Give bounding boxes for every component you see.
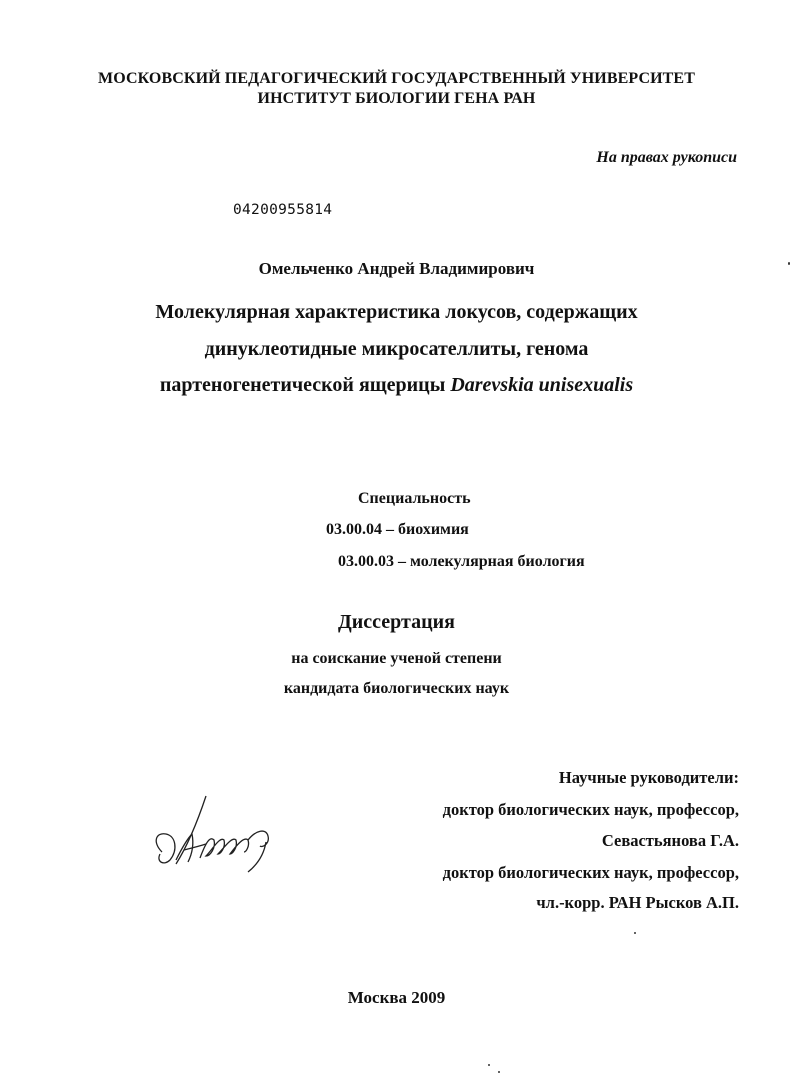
- supervisors-heading: Научные руководители:: [558, 768, 739, 787]
- handwritten-signature: [148, 790, 288, 882]
- institute-name: ИНСТИТУТ БИОЛОГИИ ГЕНА РАН: [257, 90, 536, 107]
- specialty-item-molecular-biology: 03.00.03 – молекулярная биология: [338, 553, 585, 570]
- supervisor-1-title: доктор биологических наук, профессор,: [442, 800, 739, 819]
- scan-speck: [788, 262, 790, 265]
- document-type: Диссертация: [338, 611, 455, 633]
- specialty-heading: Специальность: [358, 490, 471, 507]
- degree-line-1: на соискание ученой степени: [291, 650, 502, 667]
- supervisor-2-name: чл.-корр. РАН Рысков А.П.: [536, 893, 739, 912]
- title-line-1: Молекулярная характеристика локусов, содержащих: [155, 301, 638, 323]
- supervisor-2-title: доктор биологических наук, профессор,: [442, 863, 739, 882]
- scan-speck: [488, 1064, 490, 1066]
- title-line-3-prefix: партеногенетической ящерицы: [159, 374, 446, 396]
- species-name: Darevskia unisexualis: [450, 374, 634, 396]
- title-line-3: [0, 374, 793, 397]
- supervisor-1-name: Севастьянова Г.А.: [601, 831, 739, 850]
- city-and-year: Москва 2009: [347, 988, 446, 1007]
- manuscript-rights-note: На правах рукописи: [596, 149, 737, 166]
- degree-line-2: кандидата биологических наук: [283, 680, 510, 697]
- title-line-2: динуклеотидные микросателлиты, генома: [204, 338, 589, 360]
- specialty-item-biochemistry: 03.00.04 – биохимия: [326, 521, 469, 538]
- scan-speck: [634, 932, 636, 934]
- catalog-code: 04200955814: [233, 202, 333, 218]
- university-name: МОСКОВСКИЙ ПЕДАГОГИЧЕСКИЙ ГОСУДАРСТВЕННЫЙ УНИВЕРСИТЕТ: [98, 70, 695, 87]
- author-name: Омельченко Андрей Владимирович: [258, 259, 535, 278]
- scan-speck: [498, 1071, 500, 1073]
